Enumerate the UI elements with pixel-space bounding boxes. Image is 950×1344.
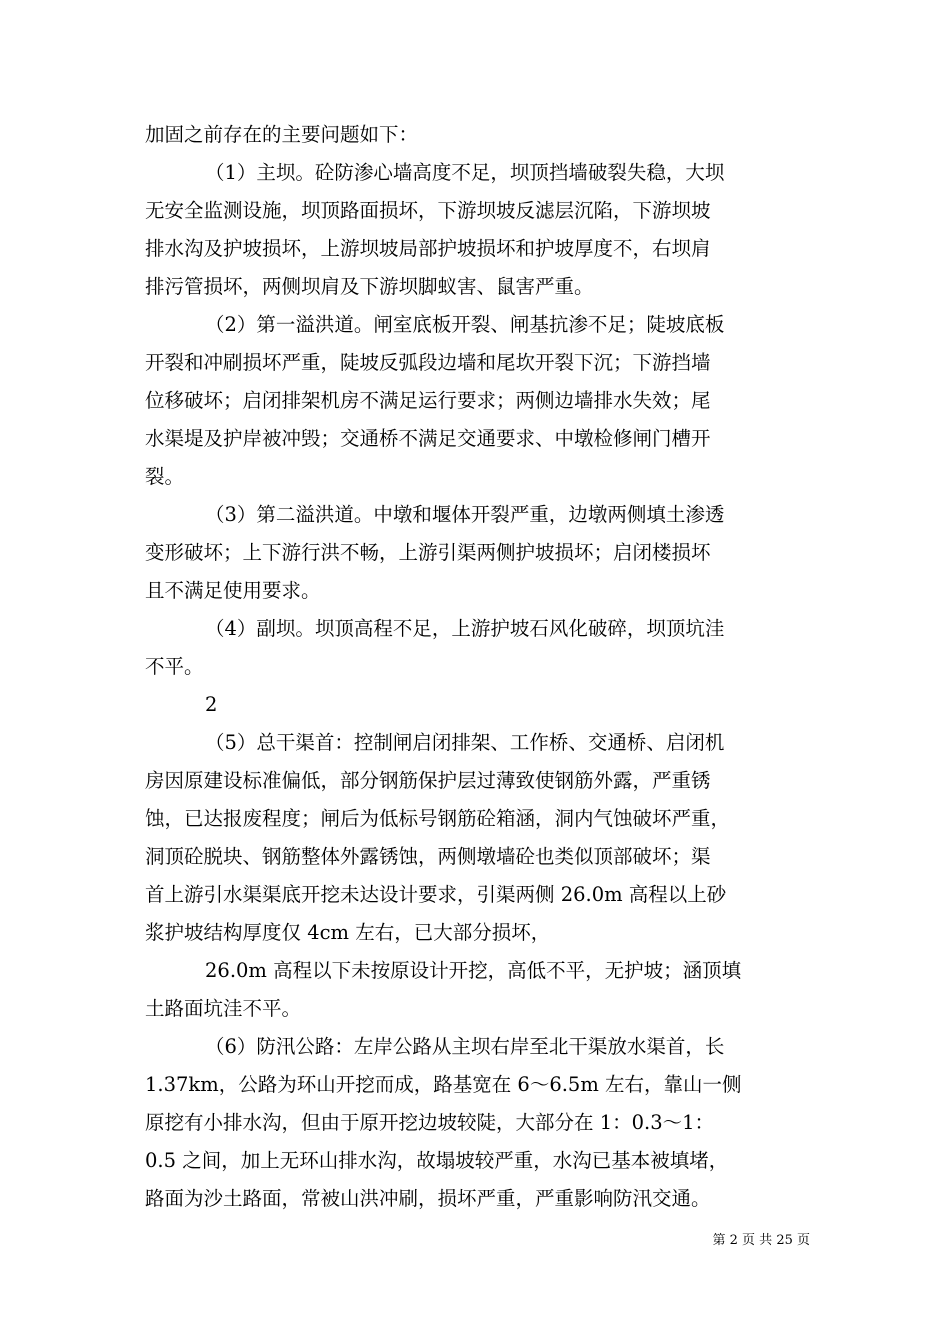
text-line: 路面为沙土路面，常被山洪冲刷，损坏严重，严重影响防汛交通。: [145, 1187, 711, 1210]
text-line: 1.37km，公路为环山开挖而成，路基宽在 6～6.5m 左右，靠山一侧: [145, 1073, 742, 1096]
paragraph-main-dam: （1）主坝。砼防渗心墙高度不足，坝顶挡墙破裂失稳，大坝: [205, 161, 725, 184]
paragraph-spillway-1: （2）第一溢洪道。闸室底板开裂、闸基抗渗不足；陡坡底板: [205, 313, 725, 336]
text-line: 洞顶砼脱块、钢筋整体外露锈蚀，两侧墩墙砼也类似顶部破坏；渠: [145, 845, 711, 868]
paragraph-flood-road: （6）防汛公路：左岸公路从主坝右岸至北干渠放水渠首，长: [205, 1035, 725, 1058]
text-line: 蚀，已达报废程度；闸后为低标号钢筋砼箱涵，洞内气蚀破坏严重，: [145, 807, 731, 830]
text-line: 原挖有小排水沟，但由于原开挖边坡较陡，大部分在 1：0.3～1：: [145, 1111, 715, 1134]
paragraph-canal-head: （5）总干渠首：控制闸启闭排架、工作桥、交通桥、启闭机: [205, 731, 725, 754]
text-line: 加固之前存在的主要问题如下：: [145, 123, 419, 146]
text-line: 不平。: [145, 655, 204, 678]
text-line: 开裂和冲刷损坏严重，陡坡反弧段边墙和尾坎开裂下沉；下游挡墙: [145, 351, 711, 374]
stray-number: 2: [205, 693, 218, 716]
text-line: 排水沟及护坡损坏，上游坝坡局部护坡损坏和护坡厚度不，右坝肩: [145, 237, 711, 260]
text-line: 且不满足使用要求。: [145, 579, 321, 602]
text-line: 房因原建设标准偏低，部分钢筋保护层过薄致使钢筋外露，严重锈: [145, 769, 711, 792]
text-line: 0.5 之间，加上无环山排水沟，故塌坡较严重，水沟已基本被填堵，: [145, 1149, 729, 1172]
text-line: 位移破坏；启闭排架机房不满足运行要求；两侧边墙排水失效；尾: [145, 389, 711, 412]
text-line: 裂。: [145, 465, 185, 488]
text-line: 土路面坑洼不平。: [145, 997, 302, 1020]
text-line: 无安全监测设施，坝顶路面损坏，下游坝坡反滤层沉陷，下游坝坡: [145, 199, 711, 222]
paragraph-auxiliary-dam: （4）副坝。坝顶高程不足，上游护坡石风化破碎，坝顶坑洼: [205, 617, 725, 640]
text-line: 浆护坡结构厚度仅 4cm 左右，已大部分损坏，: [145, 921, 551, 944]
page-number-footer: 第 2 页 共 25 页: [712, 1233, 810, 1248]
paragraph-spillway-2: （3）第二溢洪道。中墩和堰体开裂严重，边墩两侧填土渗透: [205, 503, 725, 526]
text-line: 26.0m 高程以下未按原设计开挖，高低不平，无护坡；涵顶填: [205, 959, 742, 982]
text-line: 水渠堤及护岸被冲毁；交通桥不满足交通要求、中墩检修闸门槽开: [145, 427, 711, 450]
text-line: 首上游引水渠渠底开挖未达设计要求，引渠两侧 26.0m 高程以上砂: [145, 883, 727, 906]
text-line: 变形破坏；上下游行洪不畅，上游引渠两侧护坡损坏；启闭楼损坏: [145, 541, 711, 564]
text-line: 排污管损坏，两侧坝肩及下游坝脚蚁害、鼠害严重。: [145, 275, 594, 298]
